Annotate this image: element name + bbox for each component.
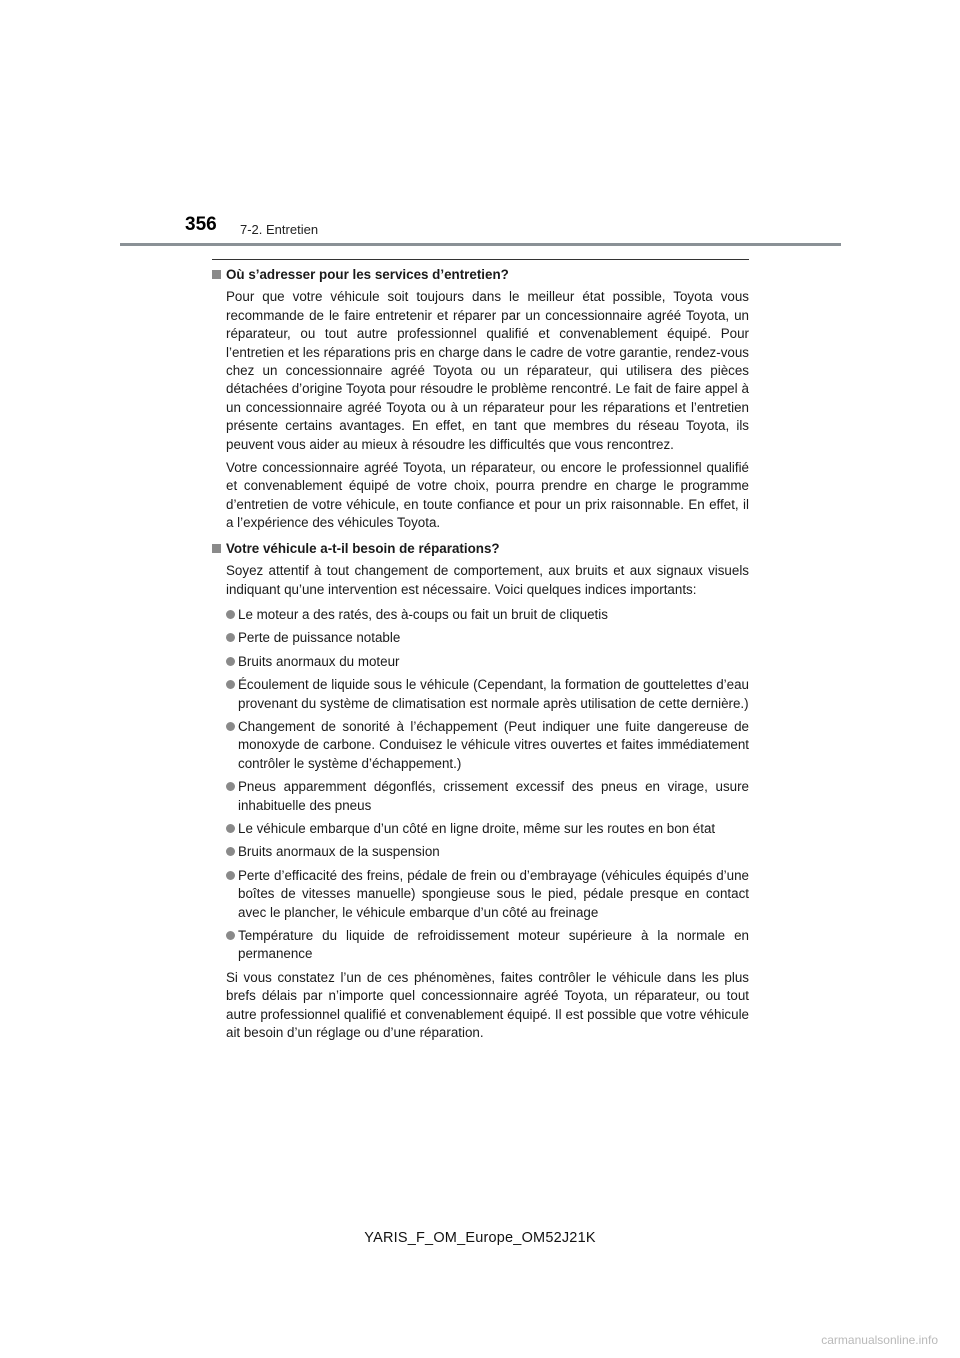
list-item: [226, 718, 749, 773]
section-label: 7-2. Entretien: [240, 222, 319, 237]
page-content: [212, 266, 749, 1047]
list-item-text: Le moteur a des ratés, des à-coups ou fait un bruit de cliquetis: [238, 606, 608, 622]
bullet-dot-icon: [226, 871, 235, 880]
paragraph: Votre concessionnaire agréé Toyota, un réparateur, ou encore le professionnel qualifié et convenablement équipé de votre choix, pourra prendre en charge le programme d’entretien de votre véhicule, en toute confiance et pour un prix raisonnable. En effet, il a l’expérience des véhicules Toyota.: [226, 460, 749, 531]
list-item-text: Le véhicule embarque d’un côté en ligne droite, même sur les routes en bon état: [238, 820, 716, 836]
paragraph: Soyez attentif à tout changement de comportement, aux bruits et aux signaux visuels indiquant qu’une intervention est nécessaire. Voici quelques indices importants:: [226, 563, 749, 597]
list-item: [226, 927, 749, 964]
list-item-text: Bruits anormaux de la suspension: [238, 844, 440, 860]
bullet-dot-icon: [226, 722, 235, 731]
bullet-dot-icon: [226, 931, 235, 940]
list-item: [226, 606, 749, 624]
list-item: [226, 820, 749, 838]
list-item-text: Perte d’efficacité des freins, pédale de frein ou d’embrayage (véhicules équipés d’une boîtes de vitesses manuelle) spongieuse sous le pied, pédale presque en contact avec le plancher, le véhicule embarque d’un côté au freinage: [238, 867, 749, 920]
square-bullet-icon: [212, 544, 221, 553]
watermark: carmanualsonline.info: [821, 1333, 938, 1347]
content-divider: [212, 259, 749, 260]
square-bullet-icon: [212, 270, 221, 279]
list-item-text: Écoulement de liquide sous le véhicule (Cependant, la formation de gouttelettes d’eau provenant du système de climatisation est normale après utilisation de cette dernière.): [238, 677, 749, 711]
list-item-text: Perte de puissance notable: [238, 630, 401, 646]
section-heading-text: Où s’adresser pour les services d’entretien?: [226, 267, 509, 282]
list-item: [226, 843, 749, 861]
paragraph: Pour que votre véhicule soit toujours dans le meilleur état possible, Toyota vous recommande de le faire entretenir et réparer par un concessionnaire agréé Toyota, un réparateur, ou tout autre professionnel qualifié et convenablement équipé. Pour l’entretien et les réparations pris en charge dans le cadre de votre garantie, rendez-vous chez un concessionnaire agréé Toyota ou un réparateur, qui utilisera des pièces détachées d’origine Toyota pour résoudre le problème rencontré. Le fait de faire appel à un concessionnaire agréé Toyota ou à un réparateur pour les réparations et l’entretien présente certains avantages. En effet, en tant que membres du réseau Toyota, ils peuvent vous aider au mieux à résoudre les difficultés que vous rencontrez.: [226, 289, 749, 452]
section-heading-text: Votre véhicule a-t-il besoin de réparations?: [226, 540, 500, 556]
list-item-text: Pneus apparemment dégonflés, crissement excessif des pneus en virage, usure inhabituelle des pneus: [238, 779, 749, 813]
list-item: [226, 676, 749, 713]
document-code: YARIS_F_OM_Europe_OM52J21K: [364, 1230, 596, 1246]
list-item-text: Bruits anormaux du moteur: [238, 653, 400, 669]
section-heading-repairs: [212, 540, 749, 558]
list-item: [226, 629, 749, 647]
bullet-dot-icon: [226, 680, 235, 689]
closing-paragraph: Si vous constatez l’un de ces phénomènes, faites contrôler le véhicule dans les plus brefs délais par n’importe quel concessionnaire agréé Toyota, un réparateur, ou tout autre professionnel qualifié et convenablement équipé. Il est possible que votre véhicule ait besoin d’un réglage ou d’une réparation.: [226, 969, 749, 1041]
bullet-dot-icon: [226, 610, 235, 619]
bullet-dot-icon: [226, 824, 235, 833]
section-heading-service: [212, 266, 749, 284]
list-item-text: Changement de sonorité à l’échappement (Peut indiquer une fuite dangereuse de monoxyde de carbone. Conduisez le véhicule vitres ouvertes et faites immédiatement contrôler le système d’échappement.): [238, 718, 749, 771]
symptom-list: [212, 606, 749, 964]
list-item: [226, 653, 749, 671]
bullet-dot-icon: [226, 847, 235, 856]
header-divider: [120, 243, 841, 246]
list-item-text: Température du liquide de refroidissement moteur supérieure à la normale en permanence: [238, 928, 749, 962]
bullet-dot-icon: [226, 782, 235, 791]
list-item: [226, 778, 749, 815]
page-number: 356: [185, 214, 217, 235]
bullet-dot-icon: [226, 657, 235, 666]
list-item: [226, 867, 749, 922]
bullet-dot-icon: [226, 633, 235, 642]
